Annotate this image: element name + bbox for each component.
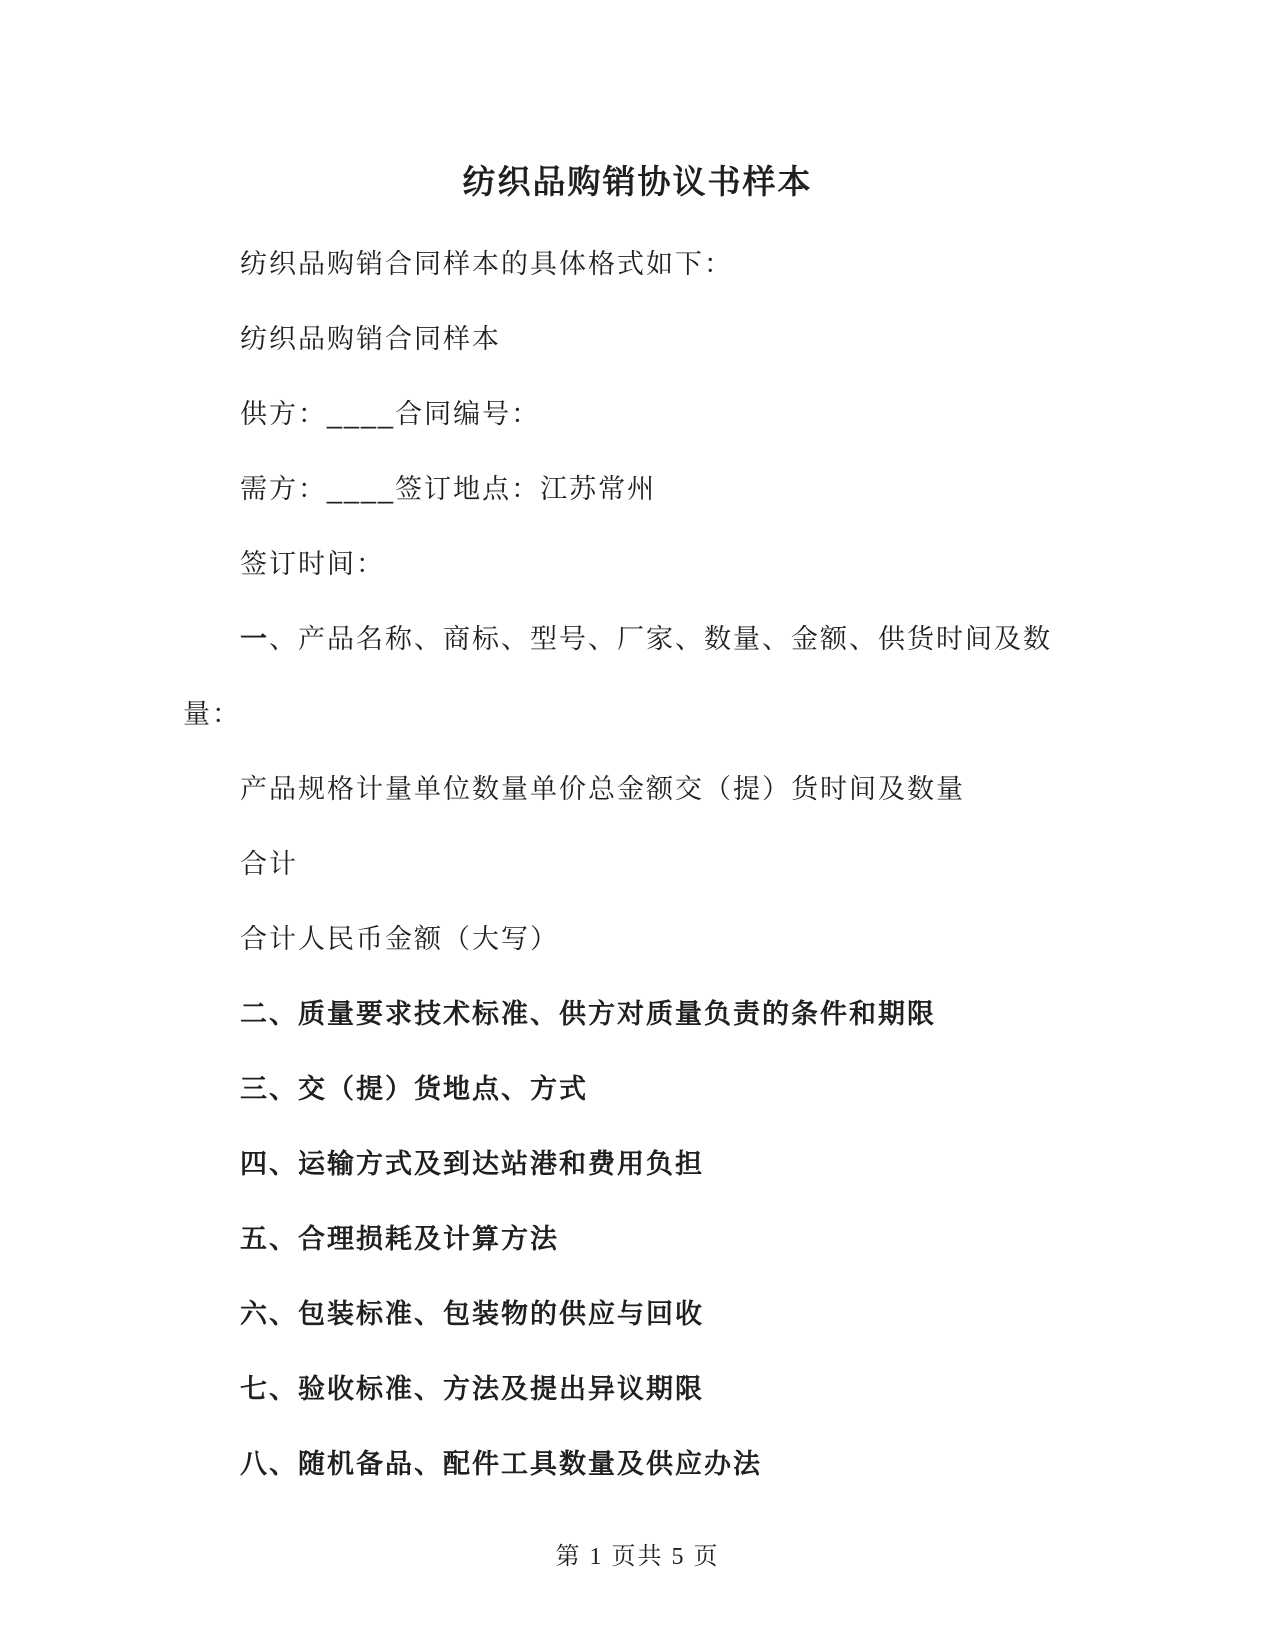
paragraph: 一、产品名称、商标、型号、厂家、数量、金额、供货时间及数量： — [183, 624, 1052, 729]
document-body — [183, 227, 1068, 1502]
paragraph: 四、运输方式及到达站港和费用负担 — [240, 1149, 704, 1179]
paragraph: 三、交（提）货地点、方式 — [240, 1074, 588, 1104]
paragraph: 七、验收标准、方法及提出异议期限 — [240, 1374, 704, 1404]
page-number-footer: 第 1 页共 5 页 — [555, 1544, 720, 1570]
paragraph: 合计 — [240, 849, 298, 879]
paragraph: 六、包装标准、包装物的供应与回收 — [240, 1299, 704, 1329]
paragraph: 需方：____签订地点：江苏常州 — [240, 474, 657, 504]
paragraph-number: 一 — [240, 624, 269, 654]
paragraph: 签订时间： — [240, 549, 385, 579]
paragraph: 八、随机备品、配件工具数量及供应办法 — [240, 1449, 762, 1479]
paragraph: 五、合理损耗及计算方法 — [240, 1224, 559, 1254]
document-title: 纺织品购销协议书样本 — [462, 163, 813, 200]
paragraph: 二、质量要求技术标准、供方对质量负责的条件和期限 — [240, 999, 936, 1029]
paragraph: 合计人民币金额（大写） — [240, 924, 559, 954]
paragraph: 纺织品购销合同样本 — [240, 324, 501, 354]
paragraph: 纺织品购销合同样本的具体格式如下： — [240, 249, 733, 279]
paragraph: 产品规格计量单位数量单价总金额交（提）货时间及数量 — [240, 774, 965, 804]
paragraph: 供方：____合同编号： — [240, 399, 541, 429]
